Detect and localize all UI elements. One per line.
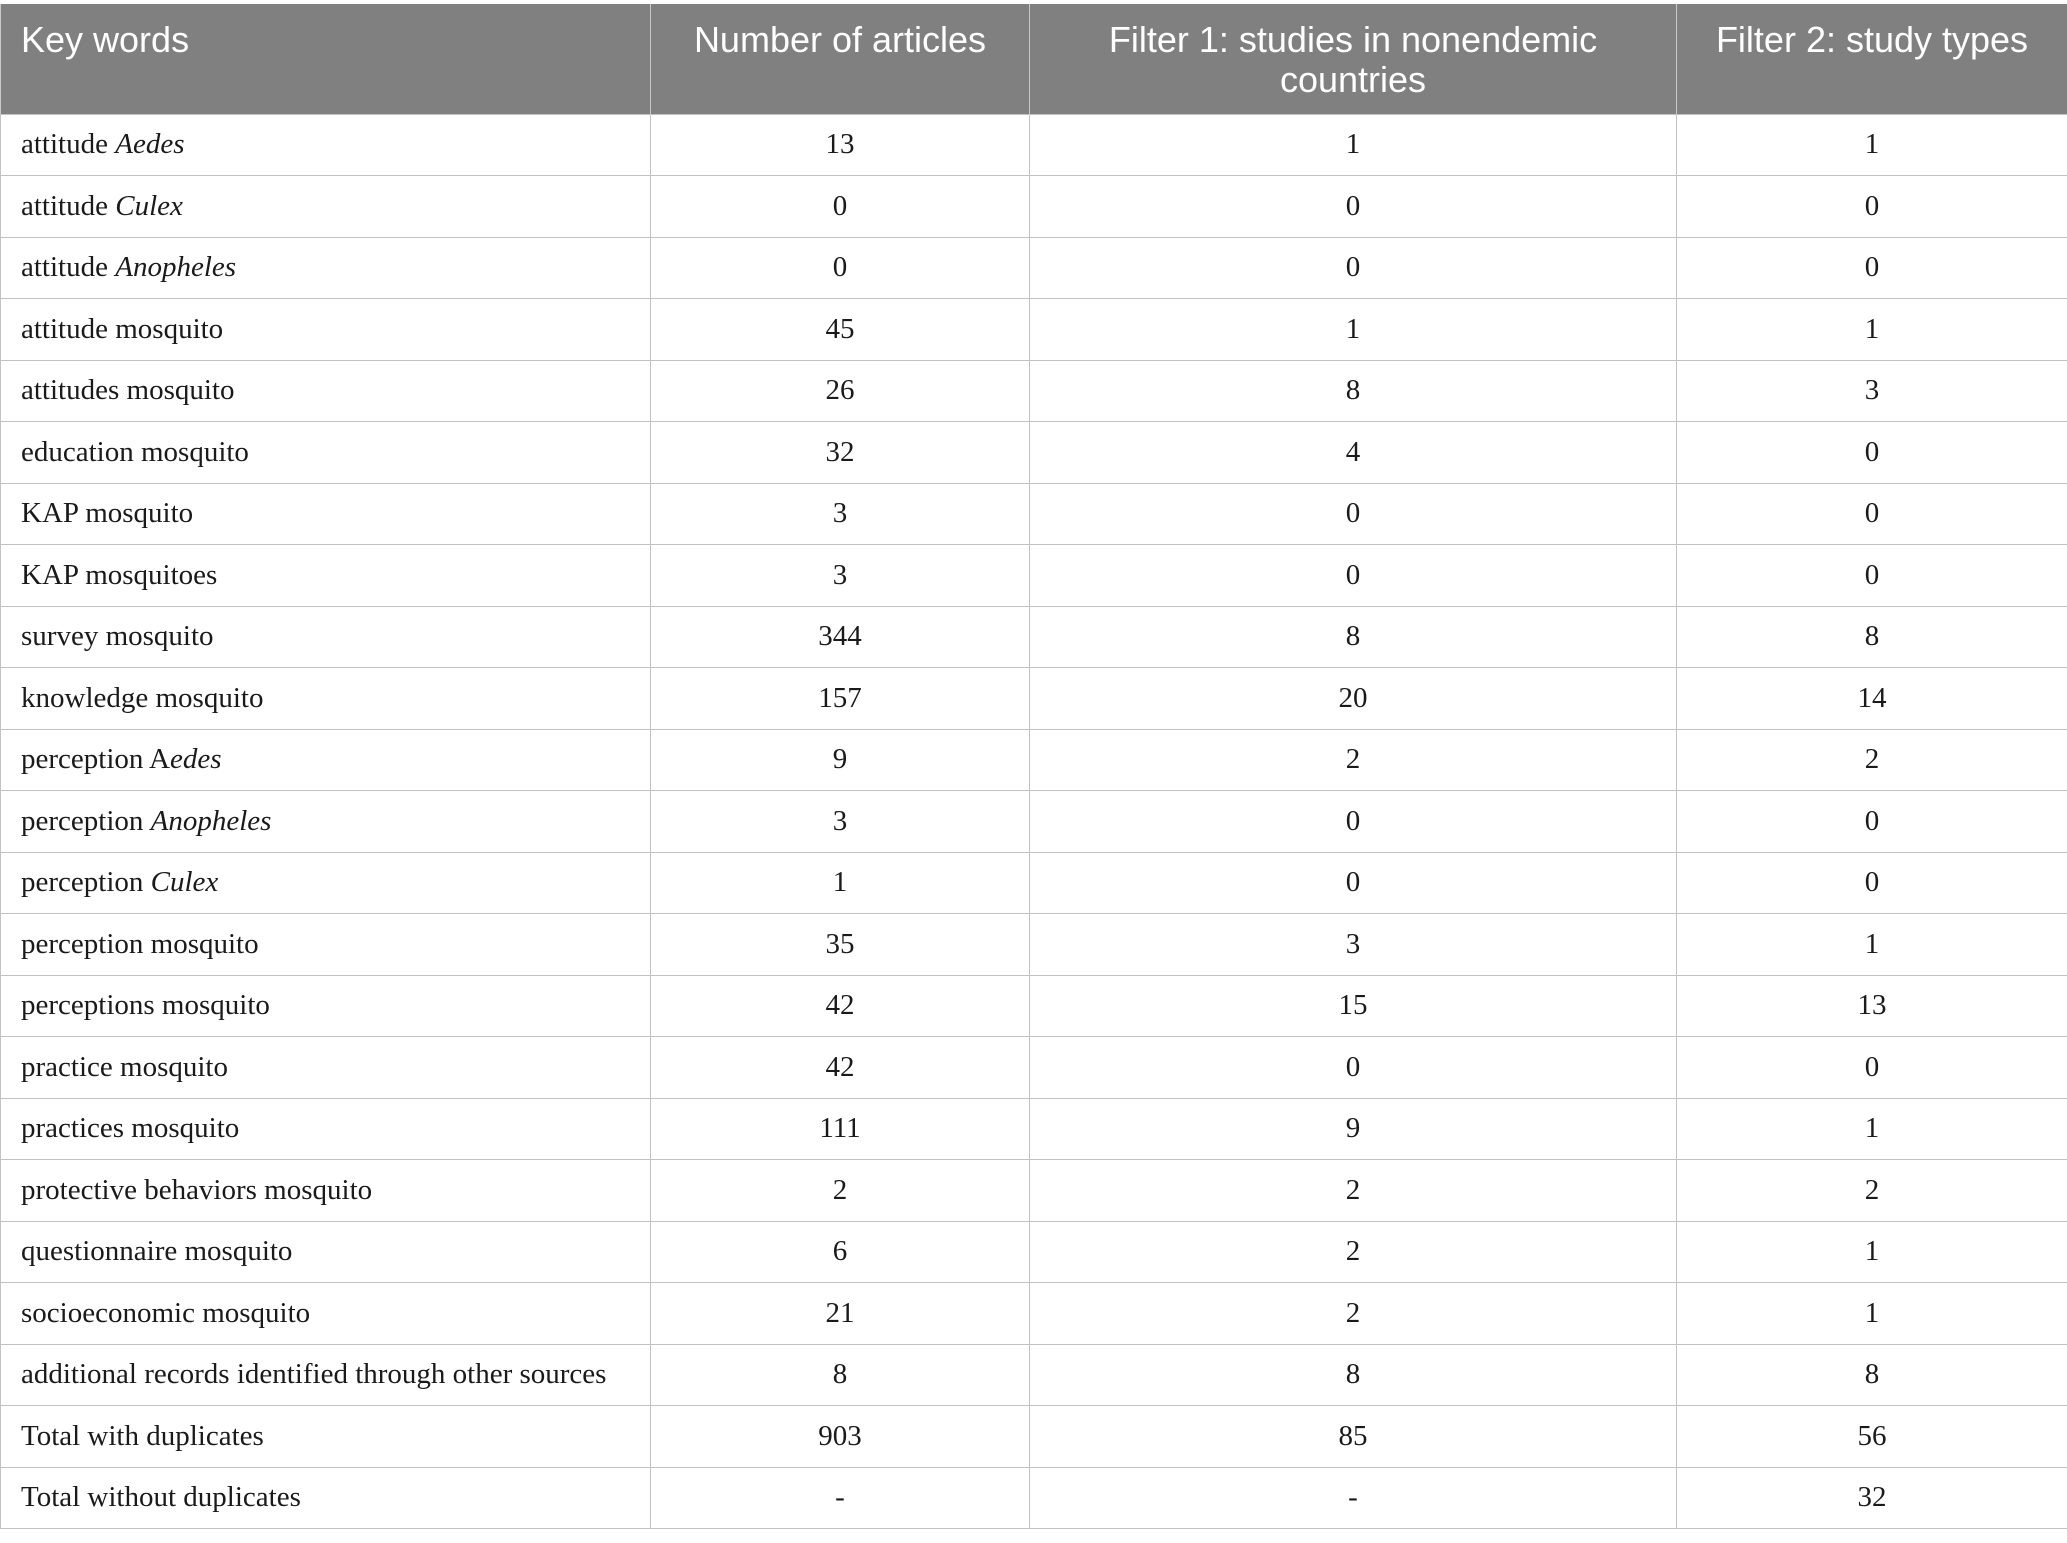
filter2-cell: 1 xyxy=(1677,114,2067,176)
total-row xyxy=(1,1406,2067,1468)
filter1-cell: 3 xyxy=(1030,914,1677,976)
filter1-cell: 9 xyxy=(1030,1098,1677,1160)
table-row xyxy=(1,1037,2067,1099)
filter1-cell: - xyxy=(1030,1467,1677,1529)
key-words-cell: attitude mosquito xyxy=(1,299,651,361)
article-count-cell: 1 xyxy=(651,852,1030,914)
filter2-cell: 8 xyxy=(1677,1344,2067,1406)
key-words-cell: KAP mosquito xyxy=(1,483,651,545)
key-words-cell: perceptions mosquito xyxy=(1,975,651,1037)
table-row xyxy=(1,422,2067,484)
article-count-cell: 8 xyxy=(651,1344,1030,1406)
table-row xyxy=(1,1221,2067,1283)
key-words-cell: perception Culex xyxy=(1,852,651,914)
filter2-cell: 1 xyxy=(1677,914,2067,976)
article-count-cell: - xyxy=(651,1467,1030,1529)
table-row xyxy=(1,1160,2067,1222)
filter1-cell: 0 xyxy=(1030,545,1677,607)
key-words-cell: questionnaire mosquito xyxy=(1,1221,651,1283)
table-header xyxy=(1,4,2067,114)
filter2-cell: 1 xyxy=(1677,299,2067,361)
header-number-of-articles: Number of articles xyxy=(651,4,1030,114)
filter2-cell: 0 xyxy=(1677,791,2067,853)
filter1-cell: 0 xyxy=(1030,791,1677,853)
article-count-cell: 21 xyxy=(651,1283,1030,1345)
table-row xyxy=(1,852,2067,914)
filter2-cell: 8 xyxy=(1677,606,2067,668)
filter1-cell: 0 xyxy=(1030,176,1677,238)
article-count-cell: 32 xyxy=(651,422,1030,484)
article-count-cell: 42 xyxy=(651,1037,1030,1099)
table-row xyxy=(1,606,2067,668)
filter1-cell: 8 xyxy=(1030,1344,1677,1406)
key-words-cell: Total with duplicates xyxy=(1,1406,651,1468)
article-count-cell: 2 xyxy=(651,1160,1030,1222)
filter1-cell: 2 xyxy=(1030,1283,1677,1345)
filter1-cell: 2 xyxy=(1030,1221,1677,1283)
filter1-cell: 4 xyxy=(1030,422,1677,484)
table-row xyxy=(1,299,2067,361)
filter1-cell: 15 xyxy=(1030,975,1677,1037)
header-key-words: Key words xyxy=(1,4,651,114)
filter2-cell: 0 xyxy=(1677,483,2067,545)
filter2-cell: 1 xyxy=(1677,1221,2067,1283)
filter1-cell: 85 xyxy=(1030,1406,1677,1468)
filter2-cell: 2 xyxy=(1677,729,2067,791)
filter1-cell: 8 xyxy=(1030,606,1677,668)
article-count-cell: 344 xyxy=(651,606,1030,668)
filter1-cell: 1 xyxy=(1030,114,1677,176)
article-count-cell: 903 xyxy=(651,1406,1030,1468)
filter1-cell: 2 xyxy=(1030,729,1677,791)
table-row xyxy=(1,975,2067,1037)
filter2-cell: 14 xyxy=(1677,668,2067,730)
table-row xyxy=(1,483,2067,545)
article-count-cell: 157 xyxy=(651,668,1030,730)
key-words-cell: perception mosquito xyxy=(1,914,651,976)
filter1-cell: 0 xyxy=(1030,237,1677,299)
filter2-cell: 0 xyxy=(1677,422,2067,484)
table-row xyxy=(1,545,2067,607)
header-filter-2: Filter 2: study types xyxy=(1677,4,2067,114)
key-words-cell: practices mosquito xyxy=(1,1098,651,1160)
filter2-cell: 0 xyxy=(1677,176,2067,238)
table-row xyxy=(1,176,2067,238)
article-count-cell: 9 xyxy=(651,729,1030,791)
table-row xyxy=(1,729,2067,791)
key-words-cell: education mosquito xyxy=(1,422,651,484)
table-row xyxy=(1,237,2067,299)
keyword-search-table xyxy=(0,4,2067,1529)
filter1-cell: 0 xyxy=(1030,852,1677,914)
key-words-cell: perception Anopheles xyxy=(1,791,651,853)
key-words-cell: survey mosquito xyxy=(1,606,651,668)
filter2-cell: 32 xyxy=(1677,1467,2067,1529)
total-row xyxy=(1,1467,2067,1529)
filter1-cell: 20 xyxy=(1030,668,1677,730)
article-count-cell: 111 xyxy=(651,1098,1030,1160)
key-words-cell: socioeconomic mosquito xyxy=(1,1283,651,1345)
article-count-cell: 13 xyxy=(651,114,1030,176)
key-words-cell: perception Aedes xyxy=(1,729,651,791)
table-row xyxy=(1,791,2067,853)
key-words-cell: knowledge mosquito xyxy=(1,668,651,730)
table-row xyxy=(1,360,2067,422)
key-words-cell: protective behaviors mosquito xyxy=(1,1160,651,1222)
header-filter-1: Filter 1: studies in nonendemic countries xyxy=(1030,4,1677,114)
article-count-cell: 3 xyxy=(651,545,1030,607)
key-words-cell: attitude Culex xyxy=(1,176,651,238)
key-words-cell: attitude Anopheles xyxy=(1,237,651,299)
table-row xyxy=(1,1344,2067,1406)
article-count-cell: 45 xyxy=(651,299,1030,361)
table-row xyxy=(1,668,2067,730)
article-count-cell: 0 xyxy=(651,176,1030,238)
filter2-cell: 3 xyxy=(1677,360,2067,422)
filter1-cell: 2 xyxy=(1030,1160,1677,1222)
filter2-cell: 0 xyxy=(1677,1037,2067,1099)
key-words-cell: additional records identified through other sources xyxy=(1,1344,651,1406)
filter2-cell: 0 xyxy=(1677,852,2067,914)
filter1-cell: 0 xyxy=(1030,483,1677,545)
article-count-cell: 3 xyxy=(651,483,1030,545)
filter2-cell: 2 xyxy=(1677,1160,2067,1222)
filter2-cell: 1 xyxy=(1677,1098,2067,1160)
key-words-cell: KAP mosquitoes xyxy=(1,545,651,607)
key-words-cell: attitude Aedes xyxy=(1,114,651,176)
table-row xyxy=(1,1098,2067,1160)
filter1-cell: 1 xyxy=(1030,299,1677,361)
key-words-cell: Total without duplicates xyxy=(1,1467,651,1529)
table-row xyxy=(1,914,2067,976)
table-row xyxy=(1,1283,2067,1345)
filter2-cell: 56 xyxy=(1677,1406,2067,1468)
article-count-cell: 3 xyxy=(651,791,1030,853)
article-count-cell: 26 xyxy=(651,360,1030,422)
filter2-cell: 0 xyxy=(1677,237,2067,299)
filter2-cell: 1 xyxy=(1677,1283,2067,1345)
filter1-cell: 8 xyxy=(1030,360,1677,422)
article-count-cell: 0 xyxy=(651,237,1030,299)
key-words-cell: attitudes mosquito xyxy=(1,360,651,422)
filter1-cell: 0 xyxy=(1030,1037,1677,1099)
filter2-cell: 13 xyxy=(1677,975,2067,1037)
key-words-cell: practice mosquito xyxy=(1,1037,651,1099)
article-count-cell: 35 xyxy=(651,914,1030,976)
header-row xyxy=(1,4,2067,114)
filter2-cell: 0 xyxy=(1677,545,2067,607)
table-body xyxy=(1,114,2067,1529)
table-row xyxy=(1,114,2067,176)
article-count-cell: 42 xyxy=(651,975,1030,1037)
article-count-cell: 6 xyxy=(651,1221,1030,1283)
